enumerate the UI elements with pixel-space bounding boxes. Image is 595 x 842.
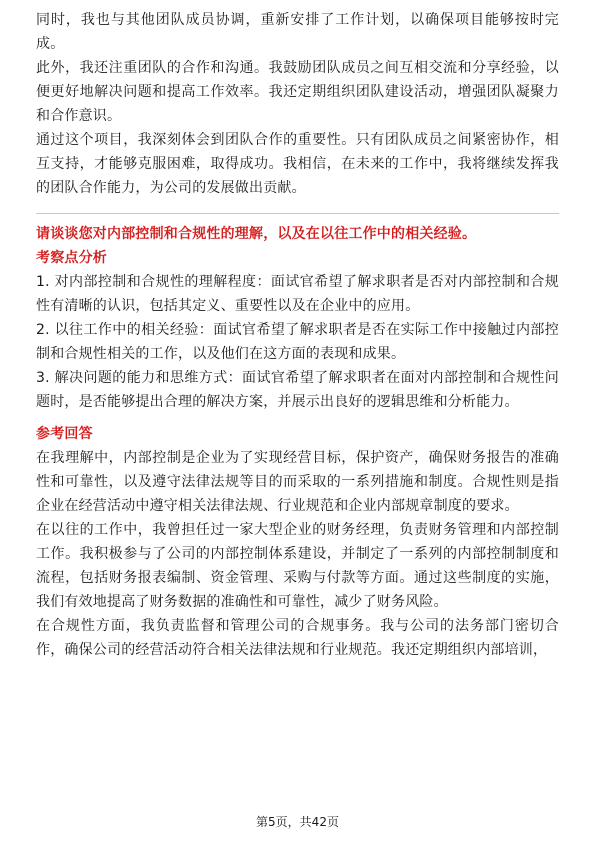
- spacer: [36, 414, 559, 422]
- question-heading: 请谈谈您对内部控制和合规性的理解，以及在以往工作中的相关经验。: [36, 226, 477, 242]
- page-number-footer: 第5页，共42页: [256, 815, 339, 829]
- intro-paragraph: 此外，我还注重团队的合作和沟通。我鼓励团队成员之间互相交流和分享经验，以便更好地解决问题和提高工作效率。我还定期组织团队建设活动，增强团队凝聚力和合作意识。: [36, 60, 559, 124]
- analysis-title: 考察点分析: [36, 250, 107, 266]
- intro-paragraph: 通过这个项目，我深刻体会到团队合作的重要性。只有团队成员之间紧密协作，相互支持，才能够克服困难，取得成功。我相信，在未来的工作中，我将继续发挥我的团队合作能力，为公司的发展做出贡献。: [36, 132, 559, 196]
- intro-section: [36, 8, 559, 200]
- analysis-item: 1. 对内部控制和合规性的理解程度：面试官希望了解求职者是否对内部控制和合规性有清晰的认识，包括其定义、重要性以及在企业中的应用。: [36, 274, 559, 314]
- answer-paragraph: 在我理解中，内部控制是企业为了实现经营目标，保护资产，确保财务报告的准确性和可靠性，以及遵守法律法规等目的而采取的一系列措施和制度。合规性则是指企业在经营活动中遵守相关法律法规、行业规范和企业内部规章制度的要求。: [36, 450, 559, 514]
- analysis-list: [36, 270, 559, 414]
- page-content: [36, 8, 559, 662]
- answer-paragraph: 在合规性方面，我负责监督和管理公司的合规事务。我与公司的法务部门密切合作，确保公司的经营活动符合相关法律法规和行业规范。我还定期组织内部培训，: [36, 618, 559, 658]
- section-divider: [36, 213, 559, 214]
- analysis-item: 3. 解决问题的能力和思维方式：面试官希望了解求职者在面对内部控制和合规性问题时，是否能够提出合理的解决方案，并展示出良好的逻辑思维和分析能力。: [36, 370, 559, 410]
- analysis-item: 2. 以往工作中的相关经验：面试官希望了解求职者是否在实际工作中接触过内部控制和合规性相关的工作，以及他们在这方面的表现和成果。: [36, 322, 559, 362]
- intro-paragraph: 同时，我也与其他团队成员协调，重新安排了工作计划，以确保项目能够按时完成。: [36, 12, 559, 52]
- answer-title: 参考回答: [36, 426, 93, 442]
- answer-paragraph: 在以往的工作中，我曾担任过一家大型企业的财务经理，负责财务管理和内部控制工作。我积极参与了公司的内部控制体系建设，并制定了一系列的内部控制制度和流程，包括财务报表编制、资金管理、采购与付款等方面。通过这些制度的实施，我们有效地提高了财务数据的准确性和可靠性，减少了财务风险。: [36, 522, 559, 610]
- answer-body: [36, 446, 559, 662]
